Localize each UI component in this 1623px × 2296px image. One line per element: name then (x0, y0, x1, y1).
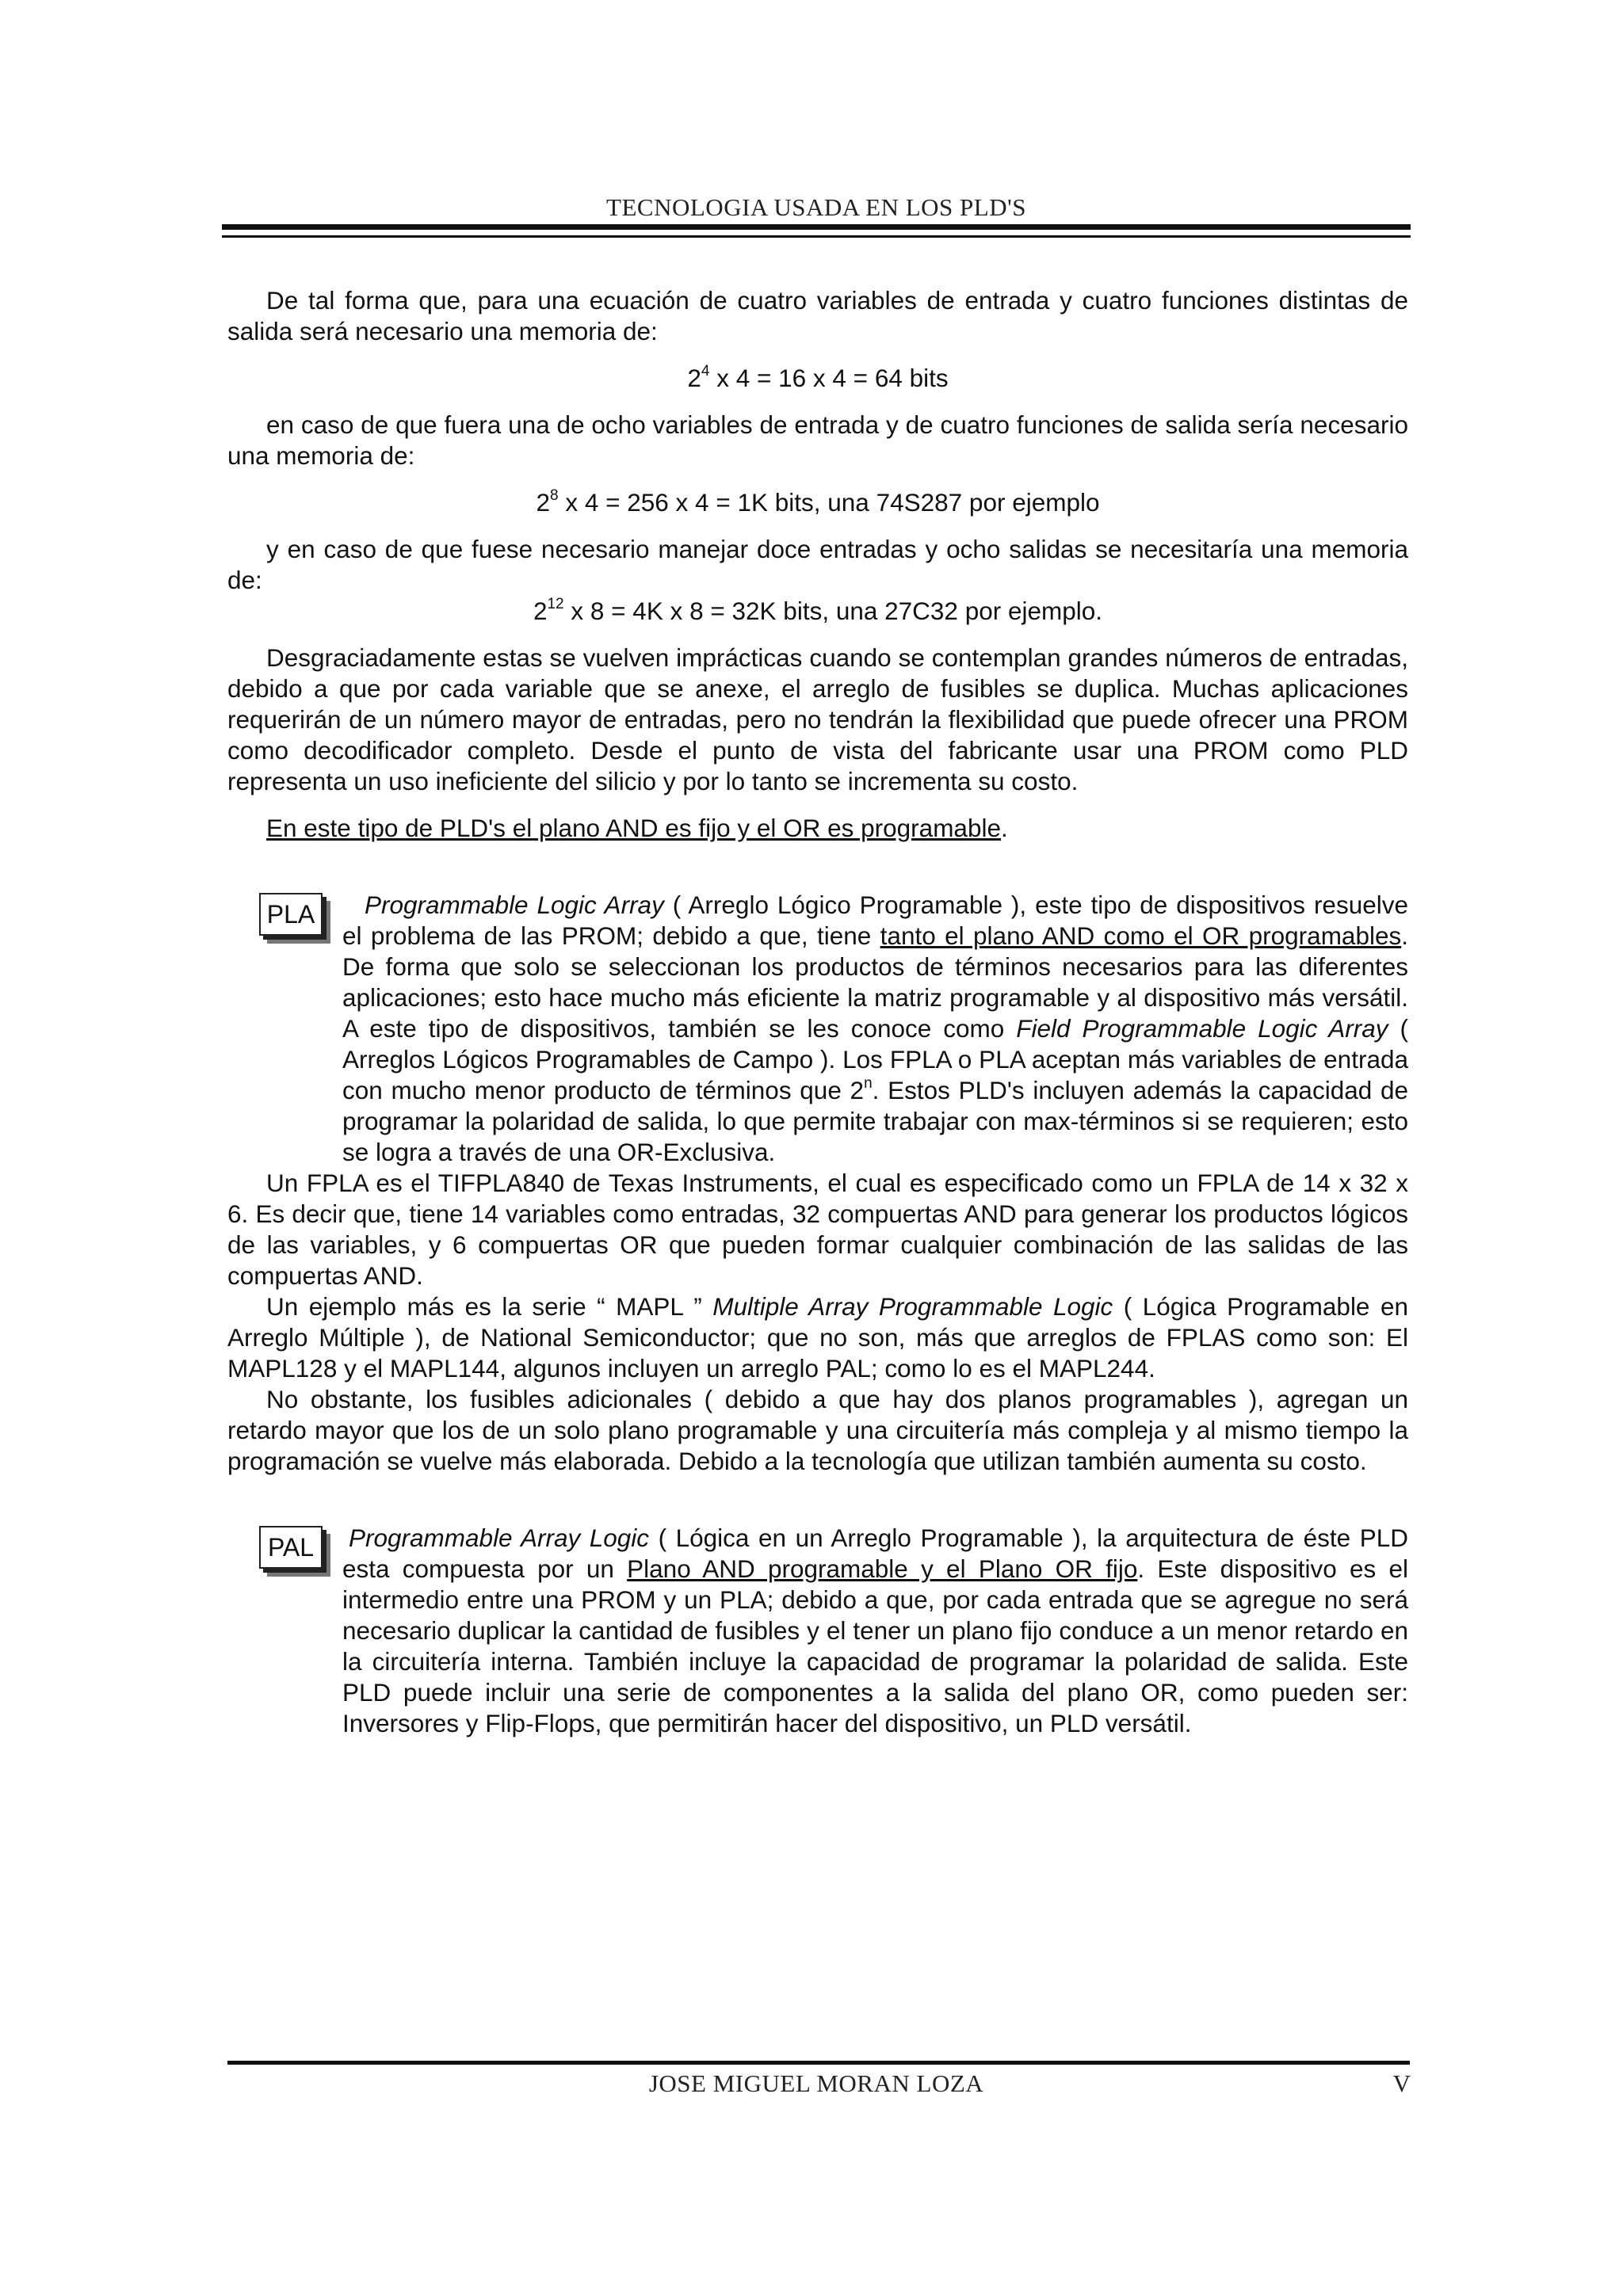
equation-64-bits: $2^4$ x 4 = 16 x 4 = 64 bits (687, 362, 949, 392)
paragraph-twelve-inputs: y en caso de que fuese necesario manejar doce entradas y ocho salidas se necesitaría una memoria de: (227, 535, 1408, 594)
running-header: TECNOLOGIA USADA EN LOS PLD'S (606, 193, 1026, 221)
paragraph-mapl-series: Un ejemplo más es la serie “ MAPL ” Multiple Array Programmable Logic ( Lógica Programable en Arreglo Múltiple ), de National Semiconductor; que no son, más que arreglos de FPLAS como son: El MAPL128 y el MAPL144, algunos incluyen un arreglo PAL; como lo es el MAPL244. (227, 1292, 1408, 1383)
header-rule-thin (222, 235, 1411, 238)
pal-tag-box: PAL (259, 1526, 323, 1569)
paragraph-eight-inputs: en caso de que fuera una de ocho variables de entrada y de cuatro funciones de salida sería necesario una memoria de: (227, 410, 1408, 470)
footer-author: JOSE MIGUEL MORAN LOZA (648, 2069, 984, 2097)
pla-section (227, 890, 1408, 1168)
paragraph-fpla-example: Un FPLA es el TIFPLA840 de Texas Instruments, el cual es especificado como un FPLA de 14 x 32 x 6. Es decir que, tiene 14 variables como entradas, 32 compuertas AND para generar los productos lógicos de las variables, y 6 compuertas OR que pueden formar cualquier combinación de las salidas de las compuertas AND. (227, 1169, 1408, 1290)
page-body (227, 285, 1408, 1739)
equation-1k-bits: $2^8$ x 4 = 256 x 4 = 1K bits, una 74S287 por ejemplo (536, 486, 1100, 517)
equation-32k-bits: $2^{12}$ x 8 = 4K x 8 = 32K bits, una 27C32 por ejemplo. (533, 595, 1103, 625)
paragraph-prom-drawbacks: Desgraciadamente estas se vuelven imprácticas cuando se contemplan grandes números de entradas, debido a que por cada variable que se anexe, el arreglo de fusibles se duplica. Muchas aplicaciones requerirán de un número mayor de entradas, pero no tendrán la flexibilidad que puede ofrecer una PROM como decodificador completo. Desde el punto de vista del fabricante usar una PROM como PLD representa un uso ineficiente del silicio y por lo tanto se incrementa su costo. (227, 643, 1408, 795)
paragraph-pla-drawbacks: No obstante, los fusibles adicionales ( debido a que hay dos planos programables ), agregan un retardo mayor que los de un solo plano programable y una circuitería más compleja y al mismo tiempo la programación se vuelve más elaborada. Debido a la tecnología que utilizan también aumenta su costo. (227, 1385, 1408, 1475)
paragraph-intro: De tal forma que, para una ecuación de cuatro variables de entrada y cuatro funciones distintas de salida será necesario una memoria de: (227, 286, 1408, 345)
pla-description: Programmable Logic Array ( Arreglo Lógico Programable ), este tipo de dispositivos resuelve el problema de las PROM; debido a que, tiene tanto el plano AND como el OR programables. De forma que solo se seleccionan los productos de términos necesarios para las diferentes aplicaciones; esto hace mucho más eficiente la matriz programable y al dispositivo más versátil. A este tipo de dispositivos, también se les conoce como Field Programmable Logic Array ( Arreglos Lógicos Programables de Campo ). Los FPLA o PLA aceptan más variables de entrada con mucho menor producto de términos que 2$^n$. Estos PLD's incluyen además la capacidad de programar la polaridad de salida, lo que permite trabajar con max-términos si se requieren; esto se logra a través de una OR-Exclusiva. (342, 891, 1409, 1166)
paragraph-prom-summary: En este tipo de PLD's el plano AND es fijo y el OR es programable. (266, 814, 1008, 842)
page-number: V (1392, 2069, 1411, 2097)
header-rule-thick (222, 224, 1411, 230)
pla-tag-box: PLA (259, 893, 323, 936)
pal-section (227, 1523, 1408, 1739)
footer-rule (227, 2061, 1410, 2065)
pal-description: Programmable Array Logic ( Lógica en un Arreglo Programable ), la arquitectura de éste PLD esta compuesta por un Plano AND programable y el Plano OR fijo. Este dispositivo es el intermedio entre una PROM y un PLA; debido a que, por cada entrada que se agregue no será necesario duplicar la cantidad de fusibles y el tener un plano fijo conduce a un menor retardo en la circuitería interna. También incluye la capacidad de programar la polaridad de salida. Este PLD puede incluir una serie de componentes a la salida del plano OR, como pueden ser: Inversores y Flip-Flops, que permitirán hacer del dispositivo, un PLD versátil. (342, 1524, 1409, 1737)
